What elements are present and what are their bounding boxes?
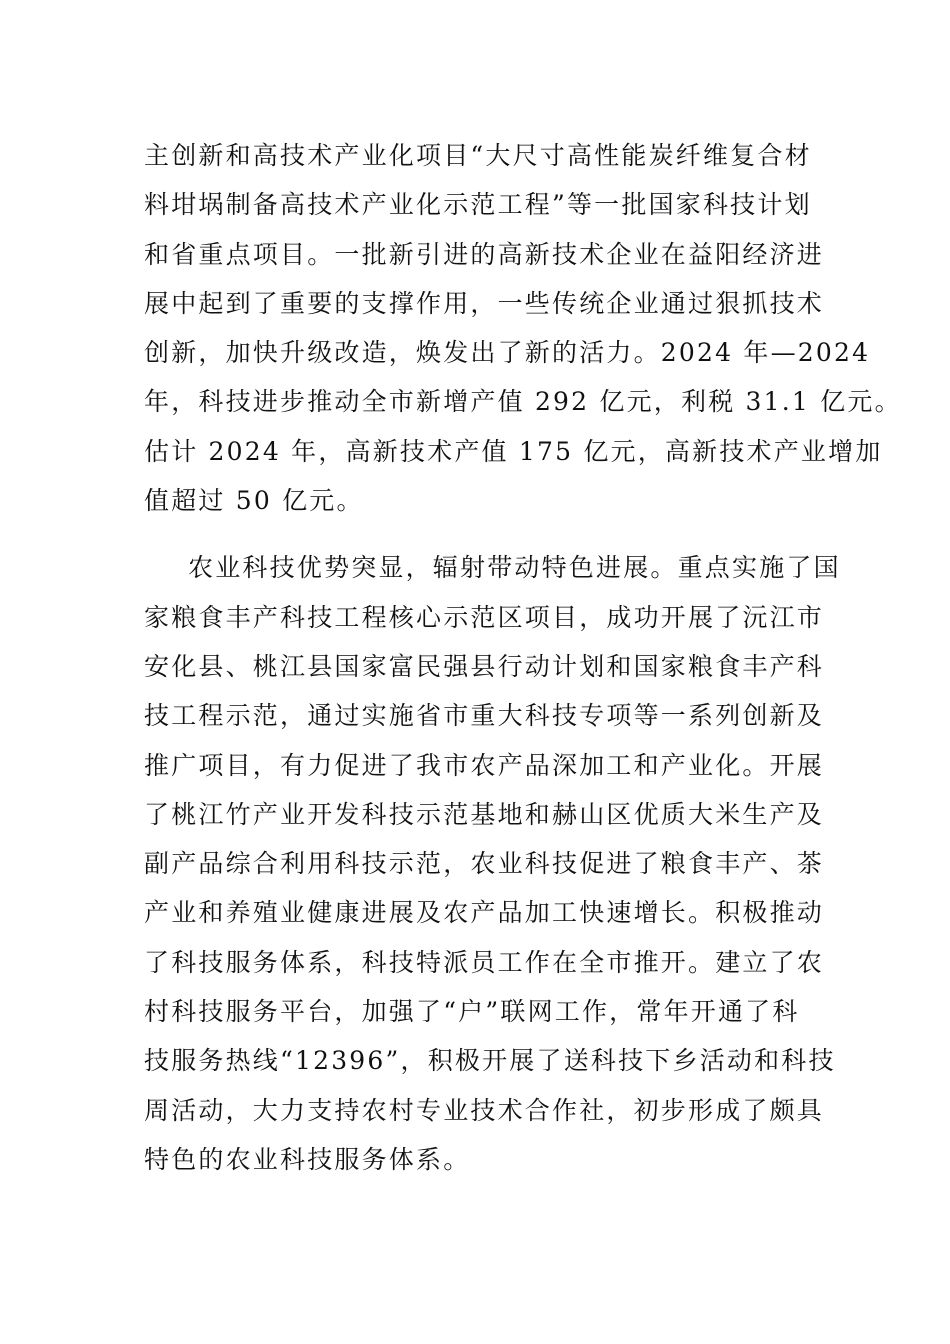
- text-line: 技服务热线“12396”，积极开展了送科技下乡活动和科技: [144, 1046, 836, 1076]
- text-line: 了科技服务体系，科技特派员工作在全市推开。建立了农: [144, 947, 825, 977]
- text-line: 农业科技优势突显，辐射带动特色进展。重点实施了国: [188, 553, 841, 583]
- paragraph-tech-industry: [144, 131, 902, 525]
- text-line: 主创新和高技术产业化项目“大尺寸高性能炭纤维复合材: [144, 141, 812, 170]
- paragraph-spacer: [144, 525, 814, 543]
- paragraph-agri-tech: [144, 543, 841, 1184]
- text-line: 家粮食丰产科技工程核心示范区项目，成功开展了沅江市: [144, 602, 825, 632]
- text-line: 料坩埚制备高技术产业化示范工程”等一批国家科技计划: [144, 190, 812, 220]
- text-line: 特色的农业科技服务体系。: [144, 1144, 471, 1174]
- text-line: 年，科技进步推动全市新增产值 292 亿元，利税 31.1 亿元。: [144, 387, 902, 417]
- text-line: 了桃江竹产业开发科技示范基地和赫山区优质大米生产及: [144, 799, 825, 829]
- text-line: 估计 2024 年，高新技术产值 175 亿元，高新技术产业增加: [144, 436, 883, 466]
- text-line: 副产品综合利用科技示范，农业科技促进了粮食丰产、茶: [144, 849, 825, 879]
- text-line: 周活动，大力支持农村专业技术合作社，初步形成了颇具: [144, 1095, 825, 1125]
- text-line: 创新，加快升级改造，焕发出了新的活力。2024 年—2024: [144, 338, 871, 368]
- text-line: 值超过 50 亿元。: [144, 486, 364, 516]
- text-line: 技工程示范，通过实施省市重大科技专项等一系列创新及: [144, 701, 825, 731]
- text-line: 安化县、桃江县国家富民强县行动计划和国家粮食丰产科: [144, 651, 825, 681]
- text-line: 展中起到了重要的支撑作用，一些传统企业通过狠抓技术: [144, 288, 825, 318]
- text-line: 推广项目，有力促进了我市农产品深加工和产业化。开展: [144, 750, 825, 780]
- text-line: 村科技服务平台，加强了“户”联网工作，常年开通了科: [144, 997, 800, 1027]
- document-body: [144, 131, 902, 1184]
- text-line: 和省重点项目。一批新引进的高新技术企业在益阳经济进: [144, 239, 825, 269]
- text-line: 产业和养殖业健康进展及农产品加工快速增长。积极推动: [144, 898, 825, 928]
